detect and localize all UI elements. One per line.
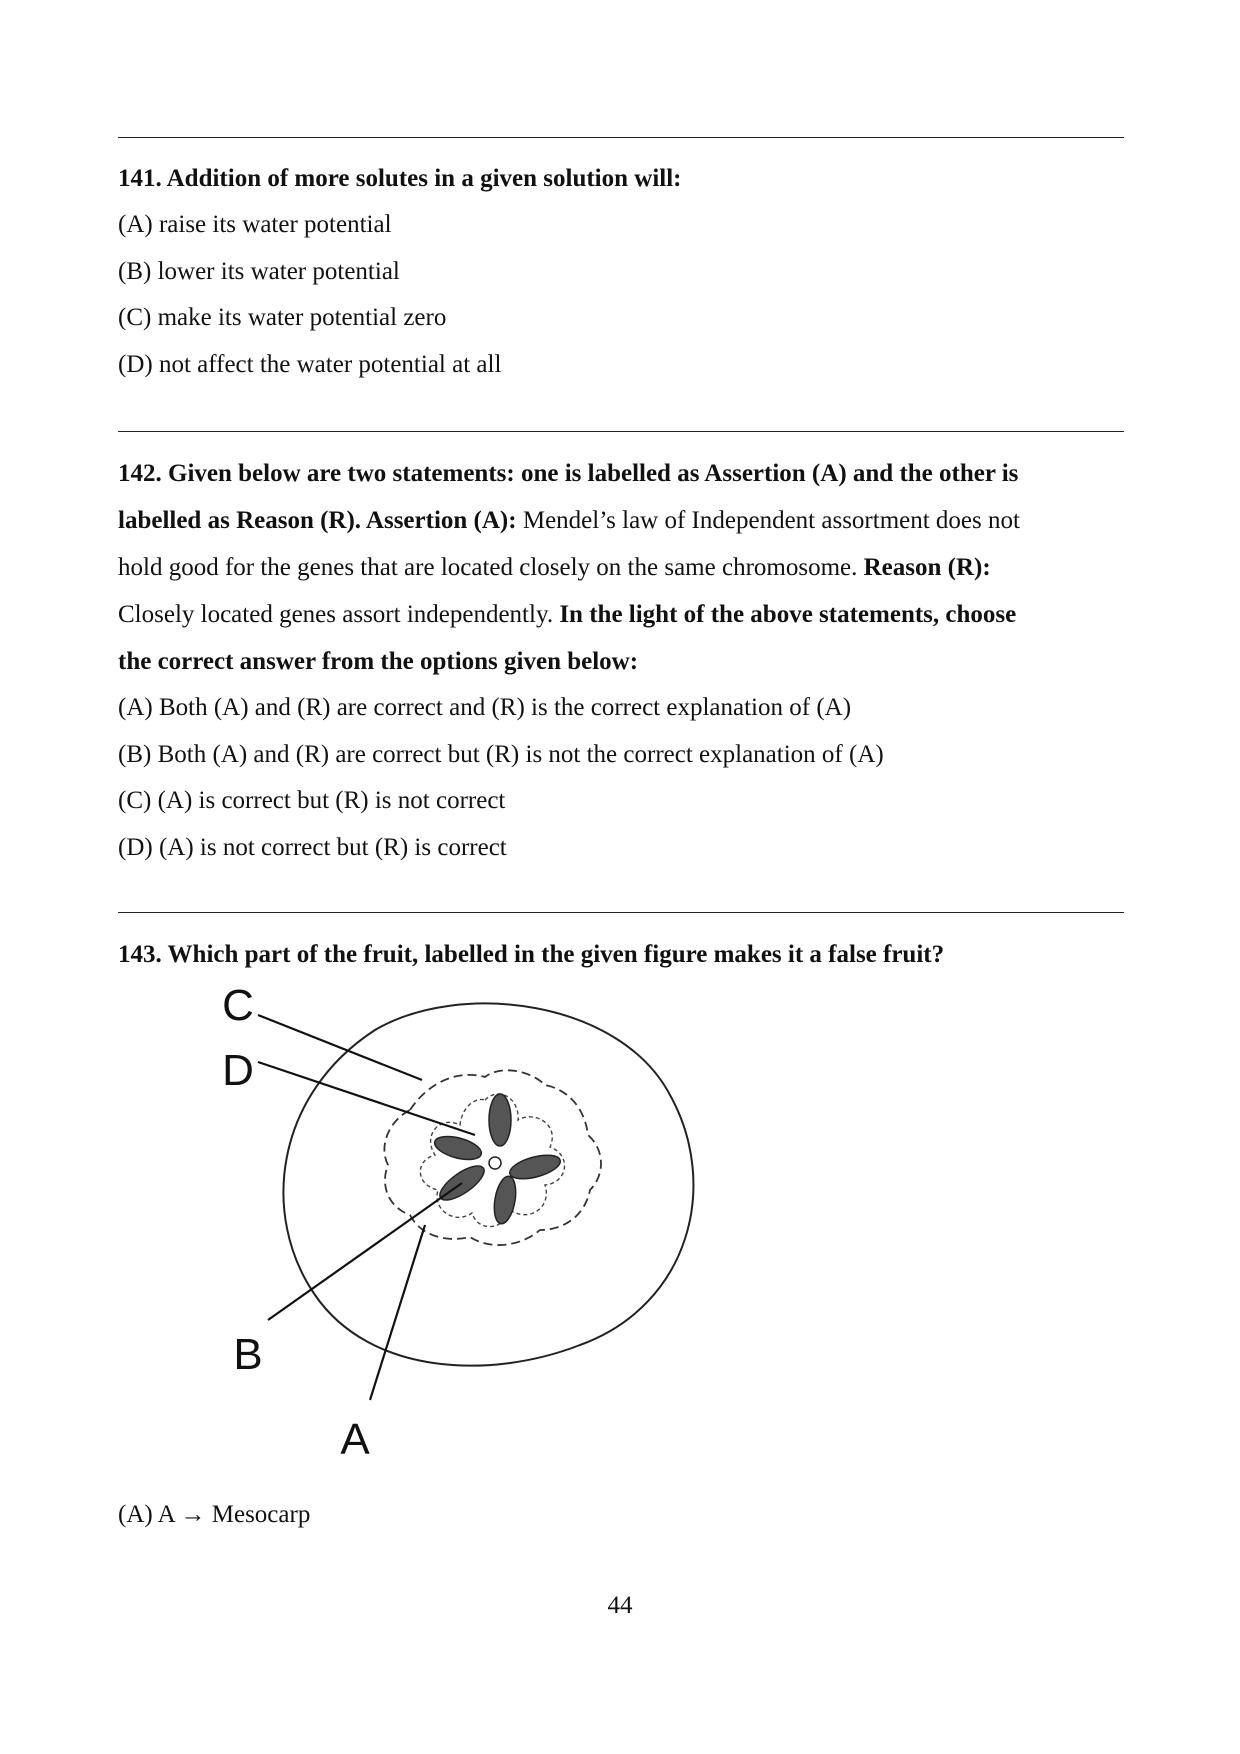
question-142-line-4: Closely located genes assort independently. In the light of the above statements, choose xyxy=(118,601,1017,628)
question-141-option-a: (A) raise its water potential xyxy=(118,211,392,238)
leader-line-a xyxy=(370,1225,425,1400)
seed-chamber xyxy=(507,1151,562,1184)
question-142-line-2: labelled as Reason (R). Assertion (A): Mendel’s law of Independent assortment does not xyxy=(118,507,1020,534)
question-142-option-b: (B) Both (A) and (R) are correct but (R) is not the correct explanation of (A) xyxy=(118,740,884,768)
question-141-option-b: (B) lower its water potential xyxy=(118,257,400,285)
figure-label-c: C xyxy=(222,985,254,1030)
question-141 xyxy=(118,155,1124,388)
question-142-line-5: the correct answer from the options given below: xyxy=(118,648,639,675)
divider-line xyxy=(118,137,1124,138)
leader-line-d xyxy=(258,1062,475,1135)
question-143-options xyxy=(118,1492,1124,1539)
figure-label-b: B xyxy=(233,1330,263,1379)
question-142 xyxy=(118,450,1124,871)
question-143-option-a: (A) A → Mesocarp xyxy=(118,1501,311,1528)
seed-chamber xyxy=(489,1094,511,1146)
question-142-option-d: (D) (A) is not correct but (R) is correct xyxy=(118,833,507,861)
fruit-outer-outline xyxy=(283,1003,693,1365)
question-142-option-a: (A) Both (A) and (R) are correct and (R) is the correct explanation of (A) xyxy=(118,694,852,721)
question-143-text: 143. Which part of the fruit, labelled in the given figure makes it a false fruit? xyxy=(118,941,945,968)
divider-line xyxy=(118,912,1124,913)
seed-chamber xyxy=(491,1175,519,1226)
leader-line-b xyxy=(268,1183,462,1320)
question-141-option-c: (C) make its water potential zero xyxy=(118,304,447,331)
question-142-line-1: 142. Given below are two statements: one is labelled as Assertion (A) and the other is xyxy=(118,460,1019,487)
seed-chamber xyxy=(432,1132,484,1164)
question-142-line-3: hold good for the genes that are located closely on the same chromosome. Reason (R): xyxy=(118,554,991,581)
fruit-center xyxy=(489,1157,501,1169)
page-number: 44 xyxy=(607,1592,633,1619)
question-143 xyxy=(118,931,1124,978)
question-142-option-c: (C) (A) is correct but (R) is not correct xyxy=(118,787,506,814)
fruit-cross-section-figure xyxy=(200,985,720,1485)
divider-line xyxy=(118,431,1124,432)
question-141-option-d: (D) not affect the water potential at all xyxy=(118,350,502,378)
question-141-text: 141. Addition of more solutes in a given solution will: xyxy=(118,165,682,192)
figure-label-a: A xyxy=(340,1415,370,1464)
figure-label-d: D xyxy=(222,1046,254,1095)
